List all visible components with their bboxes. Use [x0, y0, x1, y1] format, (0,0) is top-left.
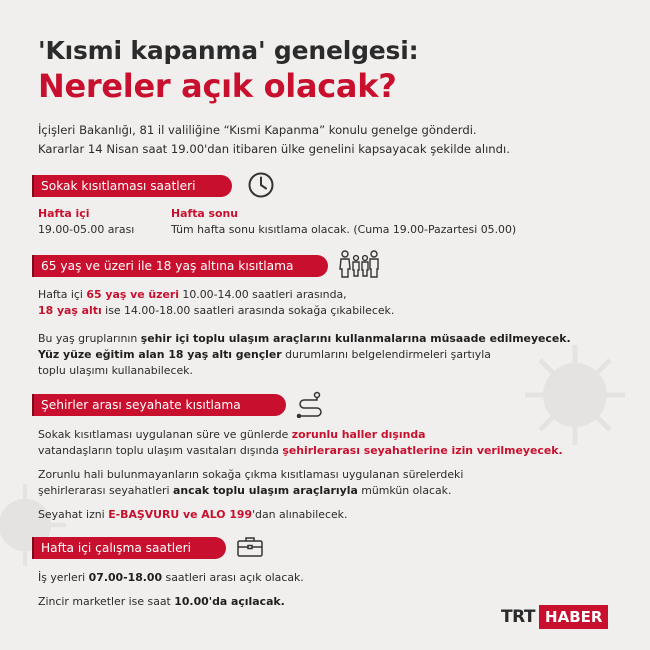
text-span: vatandaşların toplu ulaşım vasıtaları dışında: [38, 444, 283, 457]
logo-trt-text: TRT: [501, 607, 536, 627]
age-paragraph-line: [38, 287, 394, 303]
section-banner-curfew-hours: Sokak kısıtlaması saatleri: [32, 175, 232, 197]
page-title: 'Kısmi kapanma' genelgesi:: [38, 36, 419, 65]
bold-text: 07.00-18.00: [88, 571, 163, 584]
highlight-text: zorunlu haller dışında: [291, 428, 426, 441]
intro-line: Kararlar 14 Nisan saat 19.00'dan itibaren ülke genelini kapsayacak şekilde alındı.: [38, 142, 510, 156]
weekend-value: Tüm hafta sonu kısıtlama olacak. (Cuma 19.00-Pazartesi 05.00): [171, 223, 517, 236]
age-paragraph-line: [38, 303, 394, 319]
text-span: Bu yaş gruplarının: [38, 332, 141, 345]
text-span: Zincir marketler ise saat: [38, 595, 175, 608]
text-span: 'dan alınabilecek.: [252, 508, 348, 521]
logo-haber-text: HABER: [539, 605, 608, 629]
travel-paragraph-line: Zorunlu hali bulunmayanların sokağa çıkma kısıtlaması uygulanan sürelerdeki: [38, 468, 464, 481]
route-icon: [295, 390, 325, 418]
text-span: Sokak kısıtlaması uygulanan süre ve günlerde: [38, 428, 292, 441]
highlight-text: şehirlerarası seyahatlerine izin verilmeyecek.: [282, 444, 563, 457]
section-banner-intercity-travel: Şehirler arası seyahate kısıtlama: [32, 394, 286, 416]
transport-paragraph-line: [38, 331, 571, 347]
transport-paragraph-line: [38, 347, 571, 363]
weekend-label: Hafta sonu: [171, 207, 239, 220]
travel-paragraph-line: [38, 483, 463, 499]
weekday-label: Hafta içi: [38, 207, 90, 220]
text-span: saatleri arası açık olacak.: [162, 571, 304, 584]
bold-text: ancak toplu ulaşım araçlarıyla: [173, 484, 358, 497]
highlight-under-18: 18 yaş altı: [38, 304, 102, 317]
briefcase-icon: [236, 535, 264, 559]
text-span: durumlarını belgelendirmeleri şartıyla: [281, 348, 491, 361]
transport-paragraph-line: toplu ulaşımı kullanabilecek.: [38, 364, 193, 377]
highlight-text: E-BAŞVURU ve ALO 199: [108, 508, 253, 521]
clock-icon: [247, 171, 275, 199]
family-icon: [337, 249, 381, 279]
highlight-65-plus: 65 yaş ve üzeri: [86, 288, 179, 301]
work-hours-line: [38, 570, 304, 586]
text-span: şehirlerarası seyahatleri: [38, 484, 174, 497]
weekday-value: 19.00-05.00 arası: [38, 223, 135, 236]
bold-text: Yüz yüze eğitim alan 18 yaş altı gençler: [38, 348, 282, 361]
bold-text: 10.00'da açılacak.: [174, 595, 285, 608]
text-span: ise 14.00-18.00 saatleri arasında sokağa çıkabilecek.: [101, 304, 395, 317]
trt-haber-logo: [501, 605, 608, 629]
intro-line: İçişleri Bakanlığı, 81 il valiliğine “Kısmi Kapanma” konulu genelge gönderdi.: [38, 123, 477, 137]
text-span: 10.00-14.00 saatleri arasında,: [178, 288, 347, 301]
section-banner-age-restriction: 65 yaş ve üzeri ile 18 yaş altına kısıtlama: [32, 255, 328, 277]
text-span: İş yerleri: [38, 571, 89, 584]
market-hours-line: [38, 594, 285, 610]
travel-paragraph-line: [38, 443, 563, 459]
text-span: Seyahat izni: [38, 508, 109, 521]
travel-paragraph-line: [38, 427, 563, 443]
text-span: Hafta içi: [38, 288, 87, 301]
page-subtitle: Nereler açık olacak?: [38, 67, 397, 105]
section-banner-working-hours: Hafta içi çalışma saatleri: [32, 537, 226, 559]
text-span: mümkün olacak.: [357, 484, 452, 497]
bold-text: şehir içi toplu ulaşım araçlarını kullanmalarına müsaade edilmeyecek.: [140, 332, 571, 345]
intro-paragraph: [38, 121, 618, 159]
travel-permit-line: [38, 507, 347, 523]
